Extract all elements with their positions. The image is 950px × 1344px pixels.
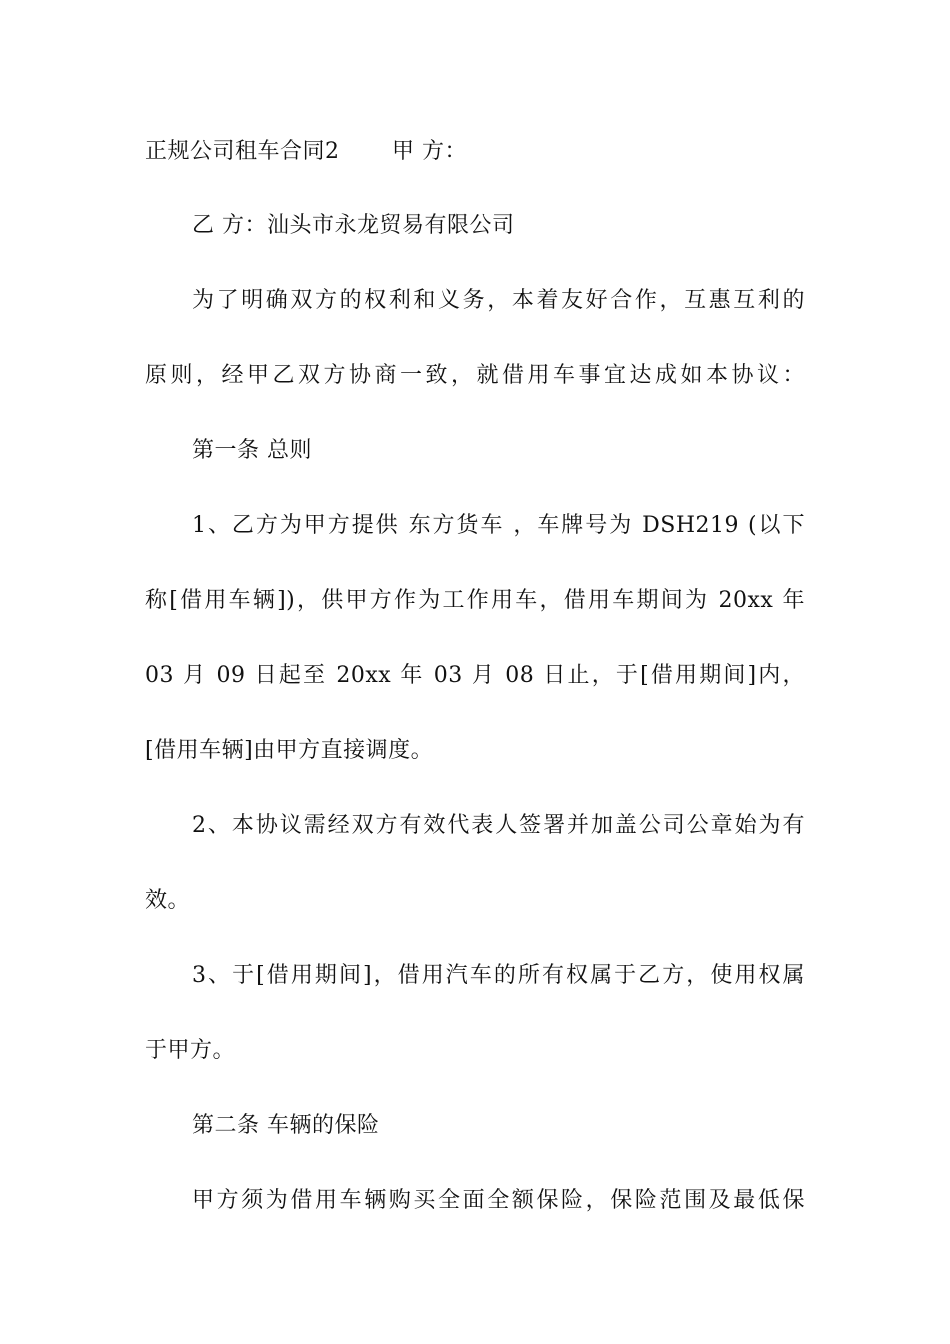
paragraph-line: 原则，经甲乙双方协商一致，就借用车事宜达成如本协议： bbox=[145, 363, 805, 388]
paragraph-line: 称[借用车辆])，供甲方作为工作用车，借用车期间为 20xx 年 bbox=[145, 588, 805, 613]
paragraph-line: 为了明确双方的权利和义务，本着友好合作，互惠互利的 bbox=[192, 288, 805, 313]
document-title-line: 正规公司租车合同2 甲 方： bbox=[145, 139, 467, 164]
section-heading-general: 第一条 总则 bbox=[192, 438, 312, 463]
paragraph-line: 3、于[借用期间]，借用汽车的所有权属于乙方，使用权属 bbox=[192, 963, 805, 988]
paragraph-line: [借用车辆]由甲方直接调度。 bbox=[145, 738, 434, 763]
section-heading-insurance: 第二条 车辆的保险 bbox=[192, 1113, 380, 1138]
paragraph-line: 于甲方。 bbox=[145, 1038, 236, 1063]
paragraph-line: 2、本协议需经双方有效代表人签署并加盖公司公章始为有 bbox=[192, 813, 805, 838]
party-b-line: 乙 方：汕头市永龙贸易有限公司 bbox=[192, 213, 515, 238]
paragraph-line: 03 月 09 日起至 20xx 年 03 月 08 日止，于[借用期间]内， bbox=[145, 663, 805, 688]
paragraph-line: 效。 bbox=[145, 888, 191, 913]
paragraph-line: 甲方须为借用车辆购买全面全额保险，保险范围及最低保 bbox=[192, 1188, 805, 1213]
paragraph-line: 1、乙方为甲方提供 东方货车 ，车牌号为 DSH219 (以下 bbox=[192, 513, 805, 538]
